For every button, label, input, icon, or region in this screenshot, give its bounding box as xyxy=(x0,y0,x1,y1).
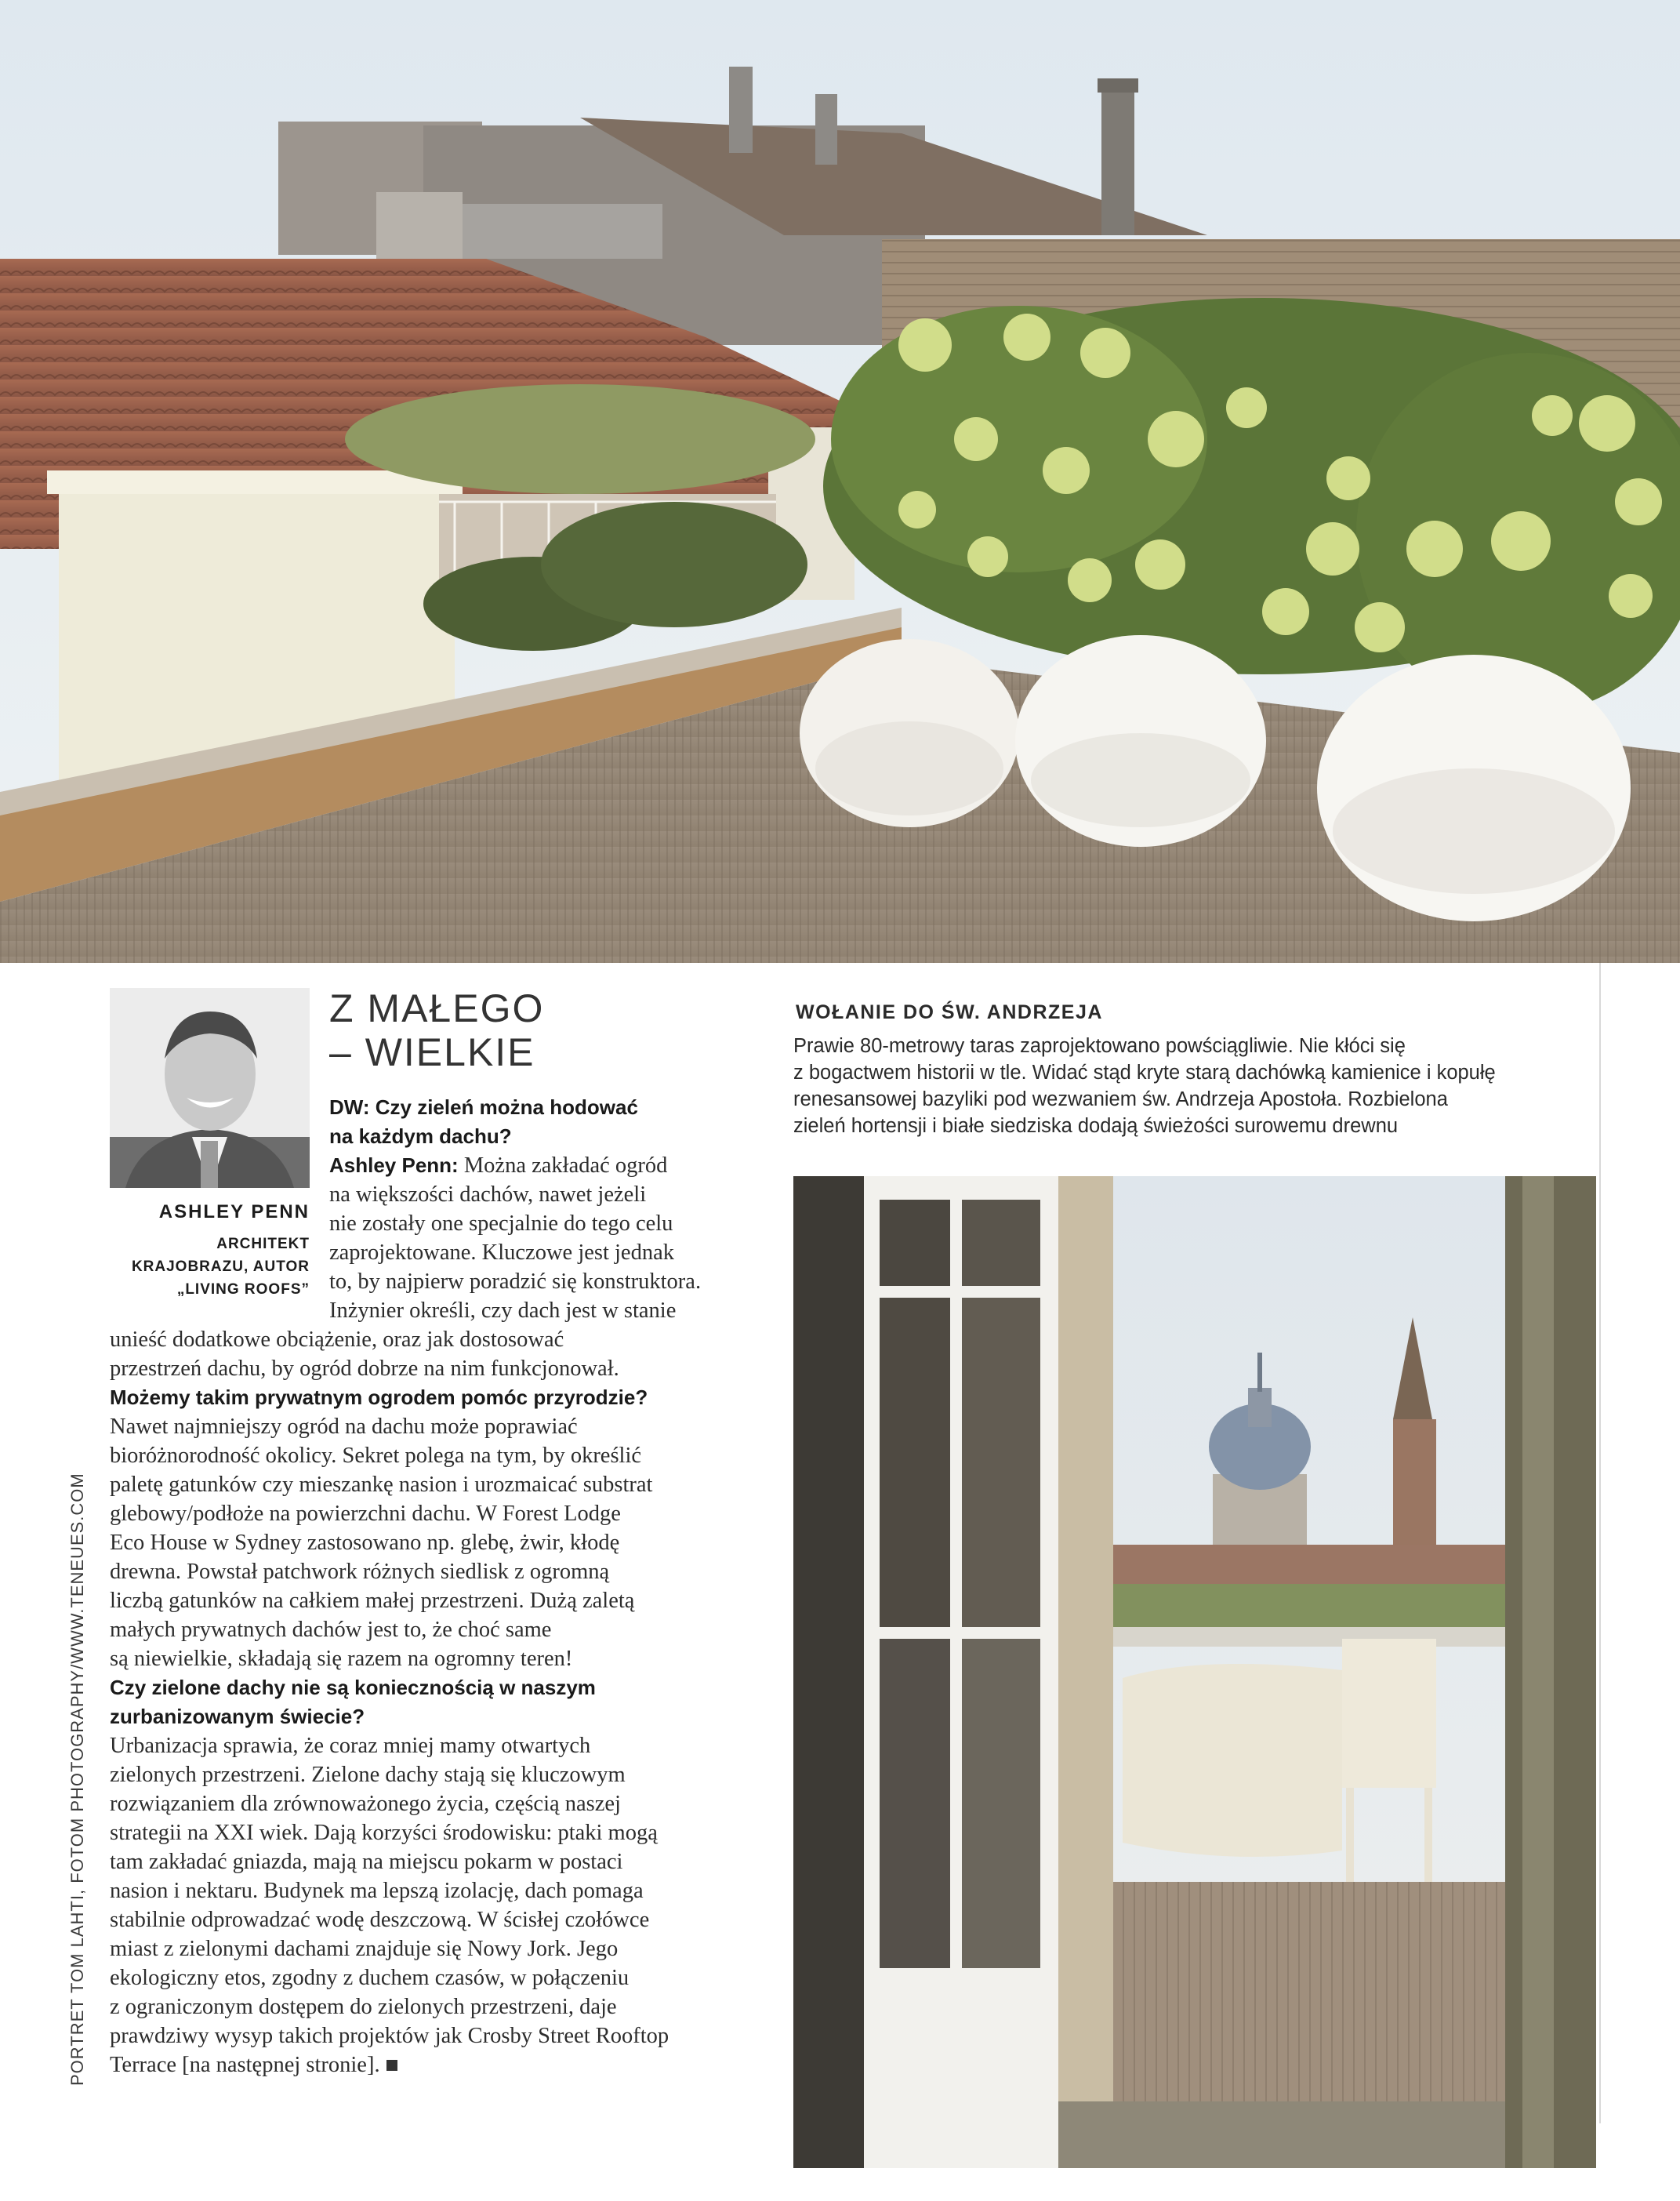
photo-credit: PORTRET TOM LAHTI, FOTOM PHOTOGRAPHY/WWW.TENEUES.COM xyxy=(67,1473,87,2086)
caption-line: zieleń hortensji i białe siedziska dodają świeżości surowemu drewnu xyxy=(793,1115,1399,1137)
answer-1-line: zaprojektowane. Kluczowe jest jednak xyxy=(329,1240,674,1265)
answer-2-line: glebowy/podłoże na powierzchni dachu. W Forest Lodge xyxy=(110,1502,621,1526)
answer-2-line: bioróżnorodność okolicy. Sekret polega na tym, by określić xyxy=(110,1444,642,1468)
answer-3-line: ekologiczny etos, zgodny z duchem czasów, w połączeniu xyxy=(110,1966,630,1990)
answer-3-line: rozwiązaniem dla zrównoważonego życia, częścią naszej xyxy=(110,1792,621,1816)
answer-1-line: Inżynier określi, czy dach jest w stanie xyxy=(329,1298,677,1323)
page-fold-line xyxy=(1599,963,1601,2123)
author-role xyxy=(110,1233,310,1301)
question-1: na każdym dachu? xyxy=(329,1124,512,1148)
answer-2-line: paletę gatunków czy mieszankę nasion i urozmaicać substrat xyxy=(110,1473,653,1497)
speaker-label: Ashley Penn: xyxy=(329,1153,459,1177)
author-portrait-photo xyxy=(110,988,310,1188)
caption-title: WOŁANIE DO ŚW. ANDRZEJA xyxy=(796,1001,1103,1023)
question-2: Możemy takim prywatnym ogrodem pomóc przyrodzie? xyxy=(110,1386,648,1409)
answer-3-line: Urbanizacja sprawia, że coraz mniej mamy otwartych xyxy=(110,1734,591,1758)
author-role-line: „LIVING ROOFS” xyxy=(176,1281,310,1298)
caption-line: Prawie 80-metrowy taras zaprojektowano powściągliwie. Nie kłóci się xyxy=(793,1035,1406,1057)
answer-3-line: tam zakładać gniazda, mają na miejscu pokarm w postaci xyxy=(110,1850,623,1874)
question-1: DW: Czy zieleń można hodować xyxy=(329,1095,638,1119)
answer-3-line: zielonych przestrzeni. Zielone dachy stają się kluczowym xyxy=(110,1763,626,1787)
answer-1-line: przestrzeń dachu, by ogród dobrze na nim funkcjonował. xyxy=(110,1357,619,1381)
answer-2-line: są niewielkie, składają się razem na ogromny teren! xyxy=(110,1647,573,1671)
answer-3-line: stabilnie odprowadzać wodę deszczową. W ścisłej czołówce xyxy=(110,1908,650,1932)
caption-line: z bogactwem historii w tle. Widać stąd kryte starą dachówką kamienice i kopułę xyxy=(793,1062,1496,1084)
question-3: Czy zielone dachy nie są koniecznością w naszym xyxy=(110,1676,596,1699)
answer-3-line: strategii na XXI wiek. Dają korzyści środowisku: ptaki mogą xyxy=(110,1821,658,1845)
headline-line: Z MAŁEGO xyxy=(329,986,545,1030)
answer-1-line: na większości dachów, nawet jeżeli xyxy=(329,1182,647,1207)
answer-1-line: unieść dodatkowe obciążenie, oraz jak dostosować xyxy=(110,1328,564,1352)
answer-2-line: liczbą gatunków na całkiem małej przestrzeni. Dużą zaletą xyxy=(110,1589,635,1613)
answer-1-line: nie zostały one specjalnie do tego celu xyxy=(329,1211,673,1236)
answer-3-line: z ograniczonym dostępem do zielonych przestrzeni, daje xyxy=(110,1995,617,2019)
answer-2-line: Nawet najmniejszy ogród na dachu może poprawiać xyxy=(110,1415,578,1439)
answer-3-line: miast z zielonymi dachami znajduje się Nowy Jork. Jego xyxy=(110,1937,619,1961)
author-name: ASHLEY PENN xyxy=(158,1201,310,1222)
end-mark-icon xyxy=(386,2060,397,2071)
answer-3-line: nasion i nektaru. Budynek ma lepszą izolację, dach pomaga xyxy=(110,1879,644,1903)
rooftop-terrace-photo xyxy=(0,0,1680,963)
answer-3-line: prawdziwy wysyp takich projektów jak Crosby Street Rooftop xyxy=(110,2024,669,2048)
author-role-line: ARCHITEKT xyxy=(216,1236,310,1252)
answer-2-line: drewna. Powstał patchwork różnych siedlisk z ogromną xyxy=(110,1560,610,1584)
answer-2-line: małych prywatnych dachów jest to, że choć same xyxy=(110,1618,552,1642)
author-role-line: KRAJOBRAZU, AUTOR xyxy=(131,1258,310,1275)
caption-line: renesansowej bazyliki pod wezwaniem św. Andrzeja Apostoła. Rozbielona xyxy=(793,1088,1448,1110)
article-headline xyxy=(329,986,643,1074)
headline-line: – WIELKIE xyxy=(329,1030,535,1074)
answer-1-line: Ashley Penn: Można zakładać ogród xyxy=(329,1153,668,1178)
answer-2-line: Eco House w Sydney zastosowano np. glebę, żwir, kłodę xyxy=(110,1531,620,1555)
window-view-photo xyxy=(793,1176,1596,2168)
question-3: zurbanizowanym świecie? xyxy=(110,1705,365,1728)
answer-1-line: to, by najpierw poradzić się konstruktora. xyxy=(329,1269,702,1294)
answer-3-line: Terrace [na następnej stronie]. xyxy=(110,2050,397,2079)
